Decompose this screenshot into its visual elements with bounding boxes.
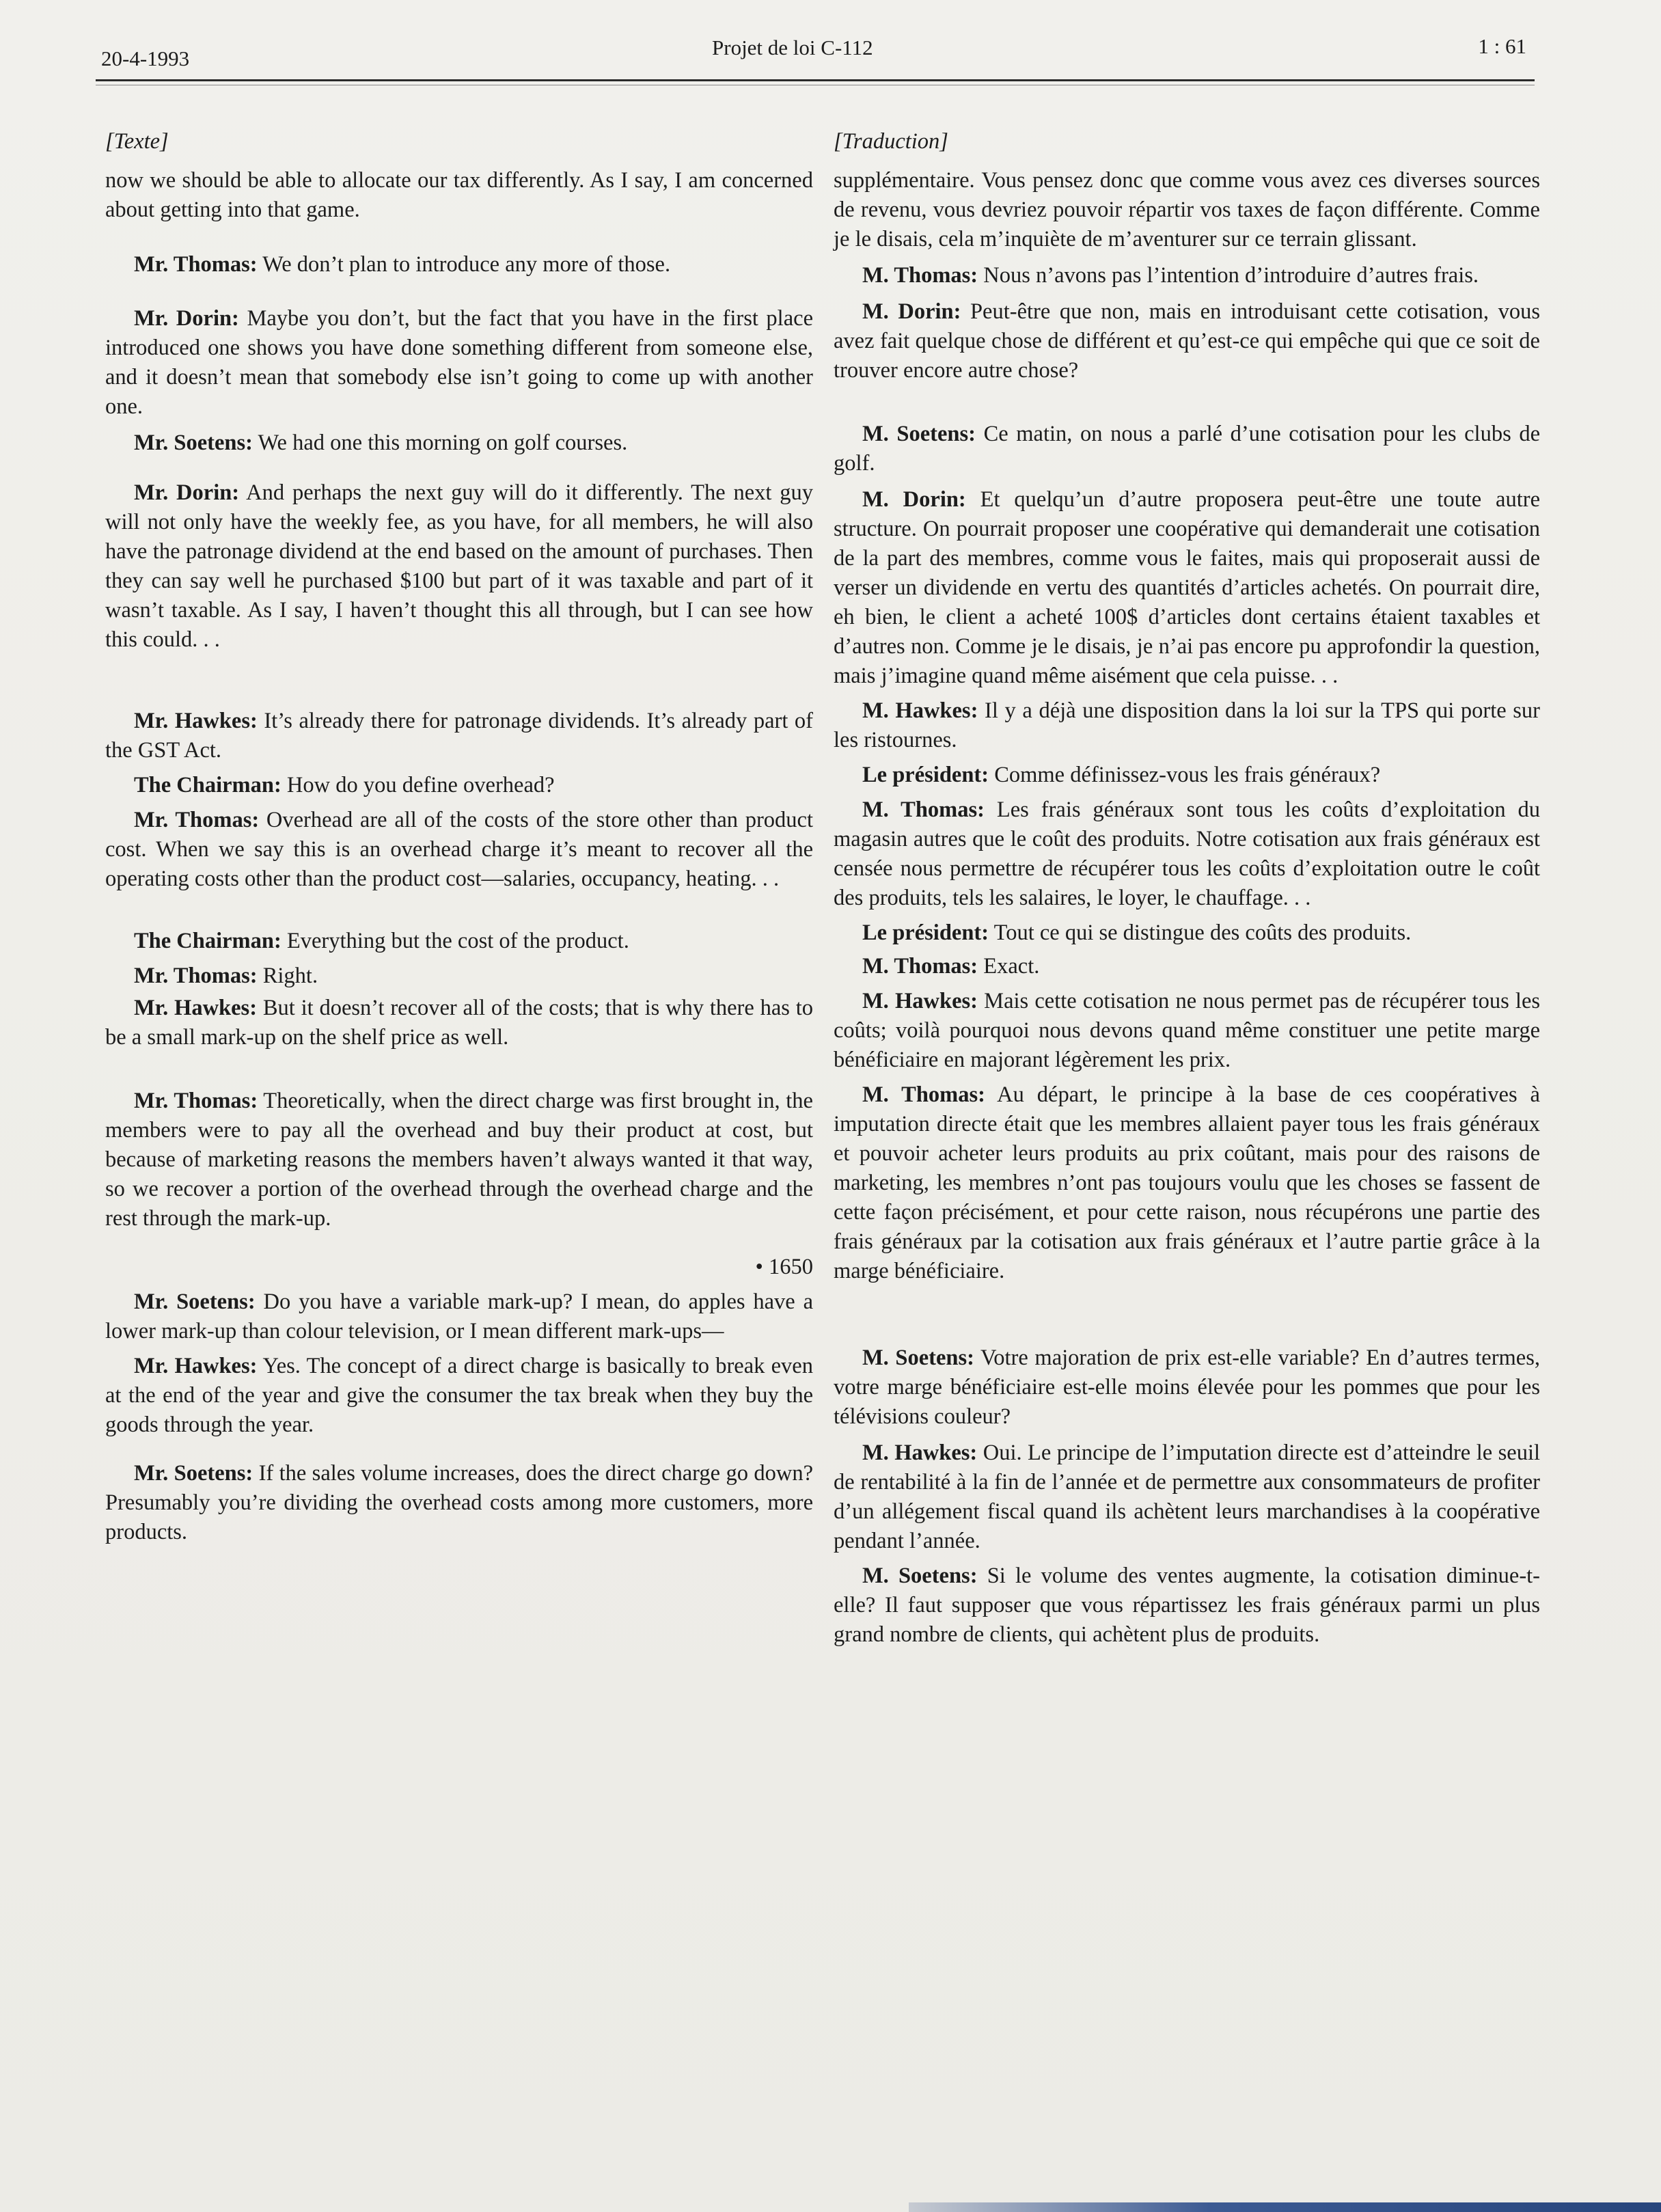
- paragraph: [834, 297, 1540, 385]
- paragraph: [834, 1080, 1540, 1286]
- speaker-name: Mr. Soetens:: [134, 431, 253, 455]
- paragraph-text: supplémentaire. Vous pensez donc que comme vous avez ces diverses sources de revenu, vous devriez pouvoir répartir vos taxes de façon différente. Comme je le disais, cela m’inquiète de m’aventurer sur ce terrain glissant.: [834, 168, 1540, 251]
- speaker-name: M. Hawkes:: [862, 989, 978, 1013]
- paragraph: [834, 1343, 1540, 1432]
- paragraph: [834, 761, 1540, 790]
- paragraph: [834, 1438, 1540, 1556]
- paragraph-text: Si le volume des ventes augmente, la cotisation diminue-t-elle? Il faut supposer que vous répartissez les frais généraux parmi un plus grand nombre de clients, qui achètent plus de produits.: [834, 1564, 1541, 1647]
- paragraph-text: Votre majoration de prix est-elle variable? En d’autres termes, votre marge bénéficiaire est-elle moins élevée pour les pommes que pour les télévisions couleur?: [834, 1346, 1540, 1429]
- speaker-name: Mr. Soetens:: [134, 1289, 256, 1314]
- speaker-name: M. Thomas:: [862, 797, 985, 822]
- paragraph-text: Exact.: [983, 954, 1040, 979]
- paragraph: [105, 250, 813, 279]
- paragraph-text: Les frais généraux sont tous les coûts d’exploitation du magasin autres que le coût des produits. Notre cotisation aux frais généraux est censée nous permettre de récupérer tous les coûts d’exploitation outre le coût des produits, tels les salaires, le loyer, le chauffage. . .: [834, 797, 1541, 910]
- speaker-name: M. Hawkes:: [862, 1440, 978, 1465]
- speaker-name: Le président:: [862, 920, 989, 945]
- paragraph-text: Nous n’avons pas l’intention d’introduire d’autres frais.: [983, 263, 1479, 288]
- speaker-name: Mr. Hawkes:: [134, 996, 258, 1020]
- paragraph: [834, 952, 1540, 981]
- paragraph: [105, 1087, 813, 1233]
- paragraph-text: Au départ, le principe à la base de ces coopératives à imputation directe était que les membres allaient payer tous les frais généraux et pouvoir acheter leurs produits au prix coûtant, mais pour des raisons de marketing, les membres n’ont pas toujours voulu que les choses se fassent de cette façon précisément, et pour cette raison, nous récupérons une partie des frais généraux par la cotisation aux frais généraux et l’autre partie grâce à la marge bénéficiaire.: [834, 1082, 1540, 1283]
- paragraph: [834, 918, 1540, 948]
- speaker-name: Mr. Dorin:: [134, 306, 239, 331]
- paragraph: [834, 166, 1540, 254]
- paragraph-text: Yes. The concept of a direct charge is basically to break even at the end of the year and give the consumer the tax break when they buy the goods through the year.: [105, 1354, 813, 1437]
- speaker-name: M. Hawkes:: [862, 698, 978, 723]
- paragraph: [105, 428, 813, 458]
- paragraph-text: Ce matin, on nous a parlé d’une cotisation pour les clubs de golf.: [834, 422, 1541, 476]
- paragraph-text: It’s already there for patronage dividends. It’s already part of the GST Act.: [105, 709, 814, 763]
- speaker-name: Le président:: [862, 763, 989, 787]
- speaker-name: M. Soetens:: [862, 422, 976, 446]
- speaker-name: M. Thomas:: [862, 1082, 985, 1107]
- speaker-name: M. Soetens:: [862, 1346, 974, 1370]
- paragraph: [834, 696, 1540, 755]
- speaker-name: Mr. Thomas:: [134, 808, 260, 832]
- header-title: Projet de loi C-112: [712, 36, 873, 59]
- paragraph-text: Do you have a variable mark-up? I mean, do apples have a lower mark-up than colour television, or I mean different mark-ups—: [105, 1289, 813, 1343]
- paragraph-text: Et quelqu’un d’autre proposera peut-être une toute autre structure. On pourrait proposer une coopérative qui demanderait une cotisation de la part des membres, comme vous le faites, mais qui proposerait aussi de verser un dividende en vertu des quantités d’articles achetés. On pourrait dire, eh bien, le client a acheté 100$ d’articles dont certains étaient taxables et d’autres non. Comme je le disais, je n’ai pas encore pu approfondir la question, mais j’imagine quand même aisément que cela puisse. . .: [834, 487, 1541, 688]
- paragraph: [105, 927, 813, 956]
- paragraph-text: Mais cette cotisation ne nous permet pas de récupérer tous les coûts; voilà pourquoi nous devons quand même constituer une petite marge bénéficiaire en majorant légèrement les prix.: [834, 989, 1541, 1072]
- paragraph: [105, 961, 813, 991]
- paragraph-text: now we should be able to allocate our tax differently. As I say, I am concerned about getting into that game.: [105, 168, 813, 222]
- speaker-name: Mr. Soetens:: [134, 1461, 253, 1486]
- paragraph: [105, 806, 813, 894]
- speaker-name: M. Soetens:: [862, 1564, 978, 1588]
- paragraph: [105, 166, 813, 225]
- french-column: [834, 127, 1540, 1650]
- paragraph: [105, 1352, 813, 1440]
- paragraph: [834, 261, 1540, 290]
- paragraph: [834, 987, 1540, 1075]
- paragraph-text: Tout ce qui se distingue des coûts des produits.: [993, 920, 1412, 945]
- paragraph: [105, 771, 813, 800]
- speaker-name: M. Dorin:: [862, 299, 961, 324]
- speaker-name: M. Dorin:: [862, 487, 966, 512]
- speaker-name: The Chairman:: [134, 929, 282, 953]
- paragraph: [105, 994, 813, 1052]
- paragraph: [834, 420, 1540, 478]
- paragraph: [105, 1287, 813, 1346]
- english-column: [105, 127, 813, 1547]
- speaker-name: The Chairman:: [134, 773, 282, 797]
- paragraph-text: If the sales volume increases, does the direct charge go down? Presumably you’re dividing the overhead costs among more customers, more products.: [105, 1461, 813, 1544]
- time-marker: • 1650: [755, 1255, 813, 1279]
- paragraph-text: Comme définissez-vous les frais généraux?: [994, 763, 1381, 787]
- speaker-name: Mr. Hawkes:: [134, 709, 258, 733]
- scan-edge-band: [909, 2202, 1661, 2212]
- paragraph-text: Theoretically, when the direct charge was first brought in, the members were to pay all the overhead and buy their product at cost, but because of marketing reasons the members haven’t always wanted it that way, so we recover a portion of the overhead through the overhead charge and the rest through the mark-up.: [105, 1089, 813, 1231]
- column-label: [Traduction]: [834, 129, 948, 154]
- paragraph-text: How do you define overhead?: [286, 773, 555, 797]
- paragraph-text: Right.: [262, 964, 318, 988]
- speaker-name: Mr. Dorin:: [134, 480, 240, 505]
- paragraph-text: Peut-être que non, mais en introduisant cette cotisation, vous avez fait quelque chose de différent et qu’est-ce qui empêche qui que ce soit de trouver encore autre chose?: [834, 299, 1540, 383]
- paragraph: [834, 485, 1540, 691]
- page-header: [101, 33, 1526, 70]
- paragraph-text: We had one this morning on golf courses.: [258, 431, 628, 455]
- paragraph: [105, 1459, 813, 1547]
- column-label: [Texte]: [105, 129, 169, 154]
- paragraph: [834, 795, 1540, 913]
- paragraph-text: Everything but the cost of the product.: [286, 929, 629, 953]
- speaker-name: Mr. Thomas:: [134, 964, 258, 988]
- header-page-number: 1 : 61: [1478, 34, 1526, 58]
- paragraph-text: Overhead are all of the costs of the store other than product cost. When we say this is an overhead charge it’s meant to recover all the operating costs other than the product cost—salaries, occupancy, heating. . .: [105, 808, 813, 891]
- speaker-name: M. Thomas:: [862, 954, 978, 979]
- paragraph-text: And perhaps the next guy will do it differently. The next guy will not only have the weekly fee, as you have, for all members, he will also have the patronage dividend at the end based on the amount of purchases. Then they can say well he purchased $100 but part of it was taxable and part of it wasn’t taxable. As I say, I haven’t thought this all through, but I can see how this could. . .: [105, 480, 813, 652]
- paragraph-text: We don’t plan to introduce any more of those.: [262, 252, 671, 277]
- paragraph-text: Oui. Le principe de l’imputation directe est d’atteindre le seuil de rentabilité à la fin de l’année et de permettre aux consommateurs de profiter d’un allégement fiscal quand ils achètent leurs marchandises à la coopérative pendant l’année.: [834, 1440, 1541, 1553]
- paragraph-text: Maybe you don’t, but the fact that you have in the first place introduced one shows you have done something different from someone else, and it doesn’t mean that somebody else isn’t going to come up with another one.: [105, 306, 813, 419]
- header-rule: [96, 79, 1535, 81]
- paragraph: [834, 1561, 1540, 1650]
- speaker-name: M. Thomas:: [862, 263, 978, 288]
- paragraph: [105, 478, 813, 655]
- speaker-name: Mr. Thomas:: [134, 252, 258, 277]
- speaker-name: Mr. Thomas:: [134, 1089, 258, 1113]
- paragraph-text: Il y a déjà une disposition dans la loi sur la TPS qui porte sur les ristournes.: [834, 698, 1541, 752]
- paragraph: [105, 707, 813, 765]
- paragraph: [105, 304, 813, 422]
- paragraph-text: But it doesn’t recover all of the costs; that is why there has to be a small mark-up on the shelf price as well.: [105, 996, 813, 1050]
- speaker-name: Mr. Hawkes:: [134, 1354, 258, 1378]
- header-date: 20-4-1993: [101, 46, 190, 70]
